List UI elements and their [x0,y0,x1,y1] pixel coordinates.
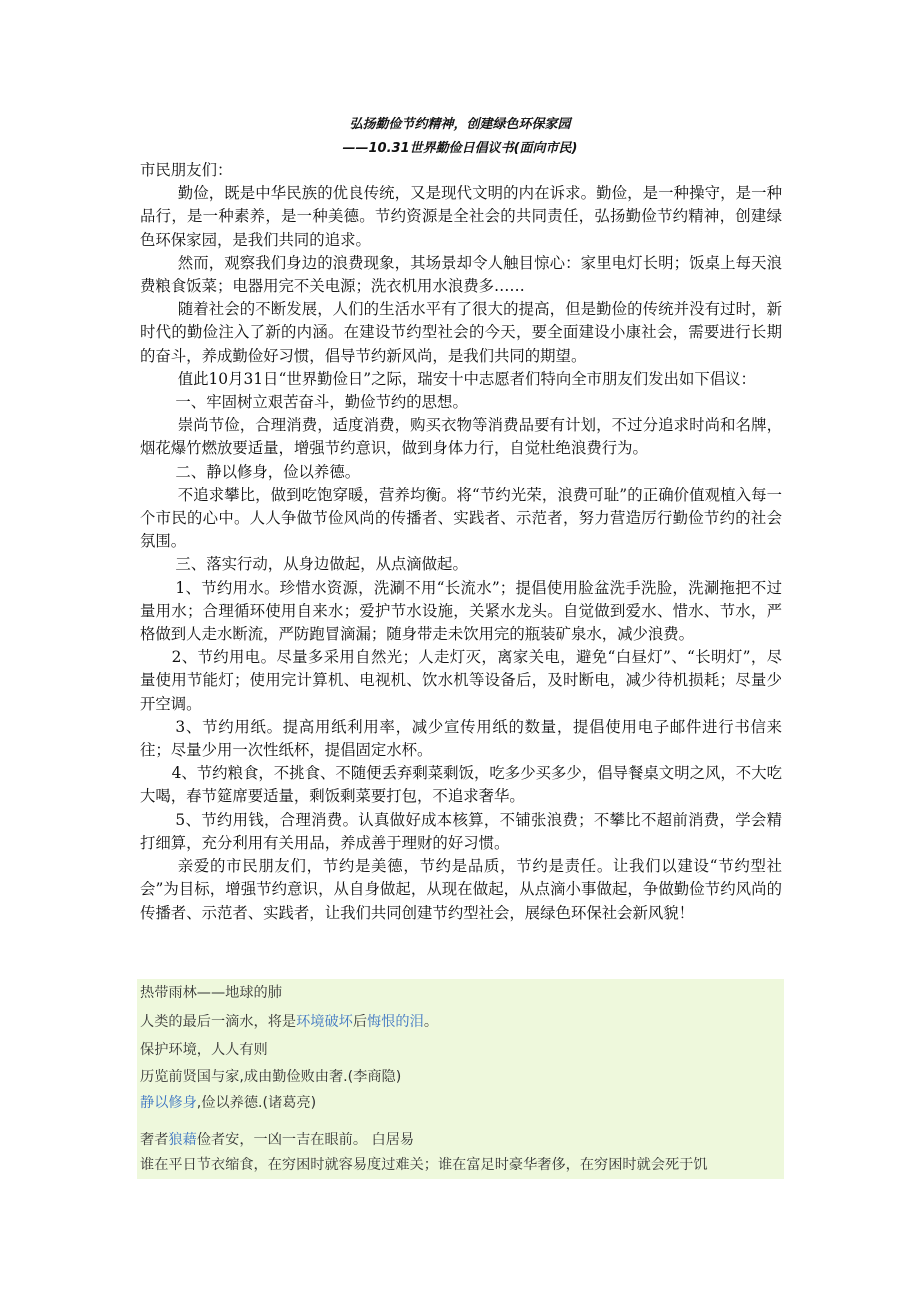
link-langji[interactable]: 狼藉 [168,1132,197,1148]
list-item: 5、节约用钱，合理消费。认真做好成本核算，不铺张浪费；不攀比不超前消费，学会精打细算，充分利用有关用品，养成善于理财的好习惯。 [140,810,782,852]
quote-text: 后 [352,1014,368,1030]
quote-text: 。 [423,1014,439,1030]
salutation: 市民朋友们： [140,161,233,179]
paragraph: 亲爱的市民朋友们，节约是美德，节约是品质，节约是责任。让我们以建设“节约型社会”为目标，增强节约意识，从自身做起，从现在做起，从点滴小事做起，争做勤俭节约风尚的传播者、示范者、实践者，让我们共同创建节约型社会，展绿色环保社会新风貌！ [140,857,782,922]
paragraph: 勤俭，既是中华民族的优良传统，又是现代文明的内在诉求。勤俭，是一种操守，是一种品行，是一种素养，是一种美德。节约资源是全社会的共同责任，弘扬勤俭节约精神，创建绿色环保家园，是我们共同的追求。 [140,184,782,249]
quote-line [140,1129,414,1149]
paragraph: 随着社会的不断发展，人们的生活水平有了很大的提高，但是勤俭的传统并没有过时，新时代的勤俭注入了新的内涵。在建设节约型社会的今天，要全面建设小康社会，需要进行长期的奋斗，养成勤俭好习惯，倡导节约新风尚，是我们共同的期望。 [140,300,782,365]
quotes-box [137,979,784,1179]
link-regret-tears[interactable]: 悔恨的泪 [367,1014,424,1030]
section-heading: 二、静以修身，俭以养德。 [175,462,361,481]
document-title: 弘扬勤俭节约精神，创建绿色环保家园 [349,117,571,132]
paragraph: 不追求攀比，做到吃饱穿暖，营养均衡。将“节约光荣，浪费可耻”的正确价值观植入每一个市民的心中。人人争做节俭风尚的传播者、实践者、示范者，努力营造厉行勤俭节约的社会氛围。 [140,485,782,551]
quote-line [140,1092,316,1112]
list-item: 2、节约用电。尽量多采用自然光；人走灯灭，离家关电，避免“白昼灯”、“长明灯”，尽量使用节能灯；使用完计算机、电视机、饮水机等设备后，及时断电，减少待机损耗；尽量少开空调。 [140,648,782,713]
section-heading: 三、落实行动，从身边做起，从点滴做起。 [175,555,468,574]
quote-text: ,俭以养德.(诸葛亮) [196,1095,317,1111]
quote-line: 谁在平日节衣缩食，在穷困时就容易度过难关；谁在富足时豪华奢侈，在穷困时就会死于饥 [140,1157,708,1173]
list-item: 4、节约粮食，不挑食、不随便丢弃剩菜剩饭，吃多少买多少，倡导餐桌文明之风，不大吃大喝，春节筵席要适量，剩饭剩菜要打包，不追求奢华。 [140,764,782,806]
quote-line: 历览前贤国与家,成由勤俭败由奢.(李商隐) [140,1069,402,1085]
list-item: 3、节约用纸。提高用纸利用率，减少宣传用纸的数量，提倡使用电子邮件进行书信来往；尽量少用一次性纸杯，提倡固定水杯。 [140,717,782,760]
paragraph: 然而，观察我们身边的浪费现象，其场景却令人触目惊心：家里电灯长明；饭桌上每天浪费粮食饭菜；电器用完不关电源；洗衣机用水浪费多…… [140,253,782,296]
quote-text: 俭者安，一凶一吉在眼前。 白居易 [196,1132,415,1148]
link-environment-damage[interactable]: 环境破坏 [296,1014,353,1030]
paragraph: 值此10月31日“世界勤俭日”之际，瑞安十中志愿者们特向全市朋友们发出如下倡议： [177,369,756,388]
quote-text: 奢者 [140,1132,169,1148]
document-body [140,159,782,925]
paragraph: 崇尚节俭，合理消费，适度消费，购买衣物等消费品要有计划，不过分追求时尚和名牌，烟花爆竹燃放要适量，增强节约意识，做到身体力行，自觉杜绝浪费行为。 [140,416,782,458]
quote-line: 热带雨林——地球的肺 [140,985,282,1001]
document-subtitle: ——10.31世界勤俭日倡议书(面向市民) [342,141,578,156]
quote-line [140,1011,438,1031]
section-heading: 一、牢固树立艰苦奋斗，勤俭节约的思想。 [175,393,468,412]
quote-line: 保护环境，人人有则 [140,1042,268,1058]
quote-text: 人类的最后一滴水，将是 [140,1014,297,1030]
list-item: 1、节约用水。珍惜水资源，洗涮不用“长流水”；提倡使用脸盆洗手洗脸，洗涮拖把不过量用水；合理循环使用自来水；爱护节水设施，关紧水龙头。自觉做到爱水、惜水、节水，严格做到人走水断流，严防跑冒滴漏；随身带走未饮用完的瓶装矿泉水，减少浪费。 [140,578,782,644]
link-self-cultivation[interactable]: 静以修身 [140,1095,197,1111]
